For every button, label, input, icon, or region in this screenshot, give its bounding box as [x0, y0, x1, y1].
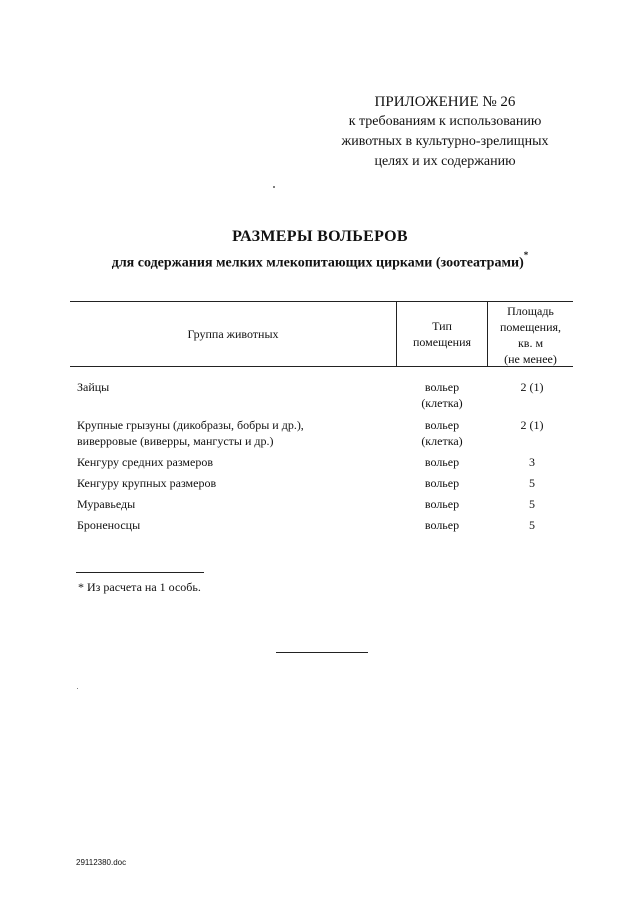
row-type [397, 417, 487, 449]
row-area: 2 (1) [520, 418, 544, 432]
header-group: Группа животных [187, 327, 279, 341]
row-area: 5 [529, 476, 535, 490]
header-type-line-1: Тип [432, 319, 452, 333]
document-file-name: 29112380.doc [76, 858, 127, 867]
row-type: вольер [424, 455, 460, 469]
row-type: вольер [424, 497, 460, 511]
footnote: * Из расчета на 1 особь. [78, 580, 201, 594]
row-group: Броненосцы [77, 518, 141, 532]
table-row [77, 417, 304, 449]
row-type [397, 379, 487, 411]
table-row [77, 379, 109, 395]
table-row [77, 475, 216, 491]
row-area: 5 [529, 497, 535, 511]
row-group: Зайцы [77, 380, 110, 394]
row-type: вольер [424, 476, 460, 490]
end-rule [276, 652, 368, 653]
row-group: Муравьеды [77, 497, 136, 511]
row-type: вольер [424, 518, 460, 532]
scan-speck [273, 186, 275, 188]
table-row [77, 454, 213, 470]
page-subtitle [0, 250, 640, 272]
row-group: Кенгуру средних размеров [77, 455, 213, 469]
table-row [77, 496, 135, 512]
header-type-line-2: помещения [412, 335, 472, 349]
row-area: 5 [529, 518, 535, 532]
row-type-line-1: вольер [424, 380, 460, 394]
header-type [397, 318, 487, 350]
row-area: 3 [529, 455, 535, 469]
row-type-line-1: вольер [424, 418, 460, 432]
appendix-title: ПРИЛОЖЕНИЕ № 26 [374, 94, 516, 110]
footnote-rule [76, 572, 204, 573]
appendix-block [300, 92, 590, 172]
row-type-line-2: (клетка) [421, 434, 463, 448]
row-group: Кенгуру крупных размеров [77, 476, 217, 490]
header-area-line-1: Площадь [507, 304, 554, 318]
row-group-line-2: виверровые (виверры, мангусты и др.) [77, 434, 274, 448]
table-row [77, 517, 140, 533]
row-type-line-2: (клетка) [421, 396, 463, 410]
header-area [488, 303, 573, 367]
appendix-line-2: животных в культурно-зрелищных [341, 134, 549, 149]
row-area: 2 (1) [520, 380, 544, 394]
header-area-line-3: кв. м [517, 336, 544, 350]
table-top-rule [70, 301, 573, 302]
page-title: РАЗМЕРЫ ВОЛЬЕРОВ [232, 228, 408, 245]
header-area-line-2: помещения, [499, 320, 562, 334]
appendix-line-3: целях и их содержанию [374, 154, 516, 169]
subtitle-footnote-mark: * [523, 250, 529, 260]
header-area-line-4: (не менее) [504, 352, 557, 366]
row-group-line-1: Крупные грызуны (дикобразы, бобры и др.), [77, 418, 304, 432]
appendix-line-1: к требованиям к использованию [348, 114, 542, 129]
subtitle-text: для содержания мелких млекопитающих цирками (зоотеатрами) [111, 255, 524, 271]
scan-speck [77, 688, 78, 689]
